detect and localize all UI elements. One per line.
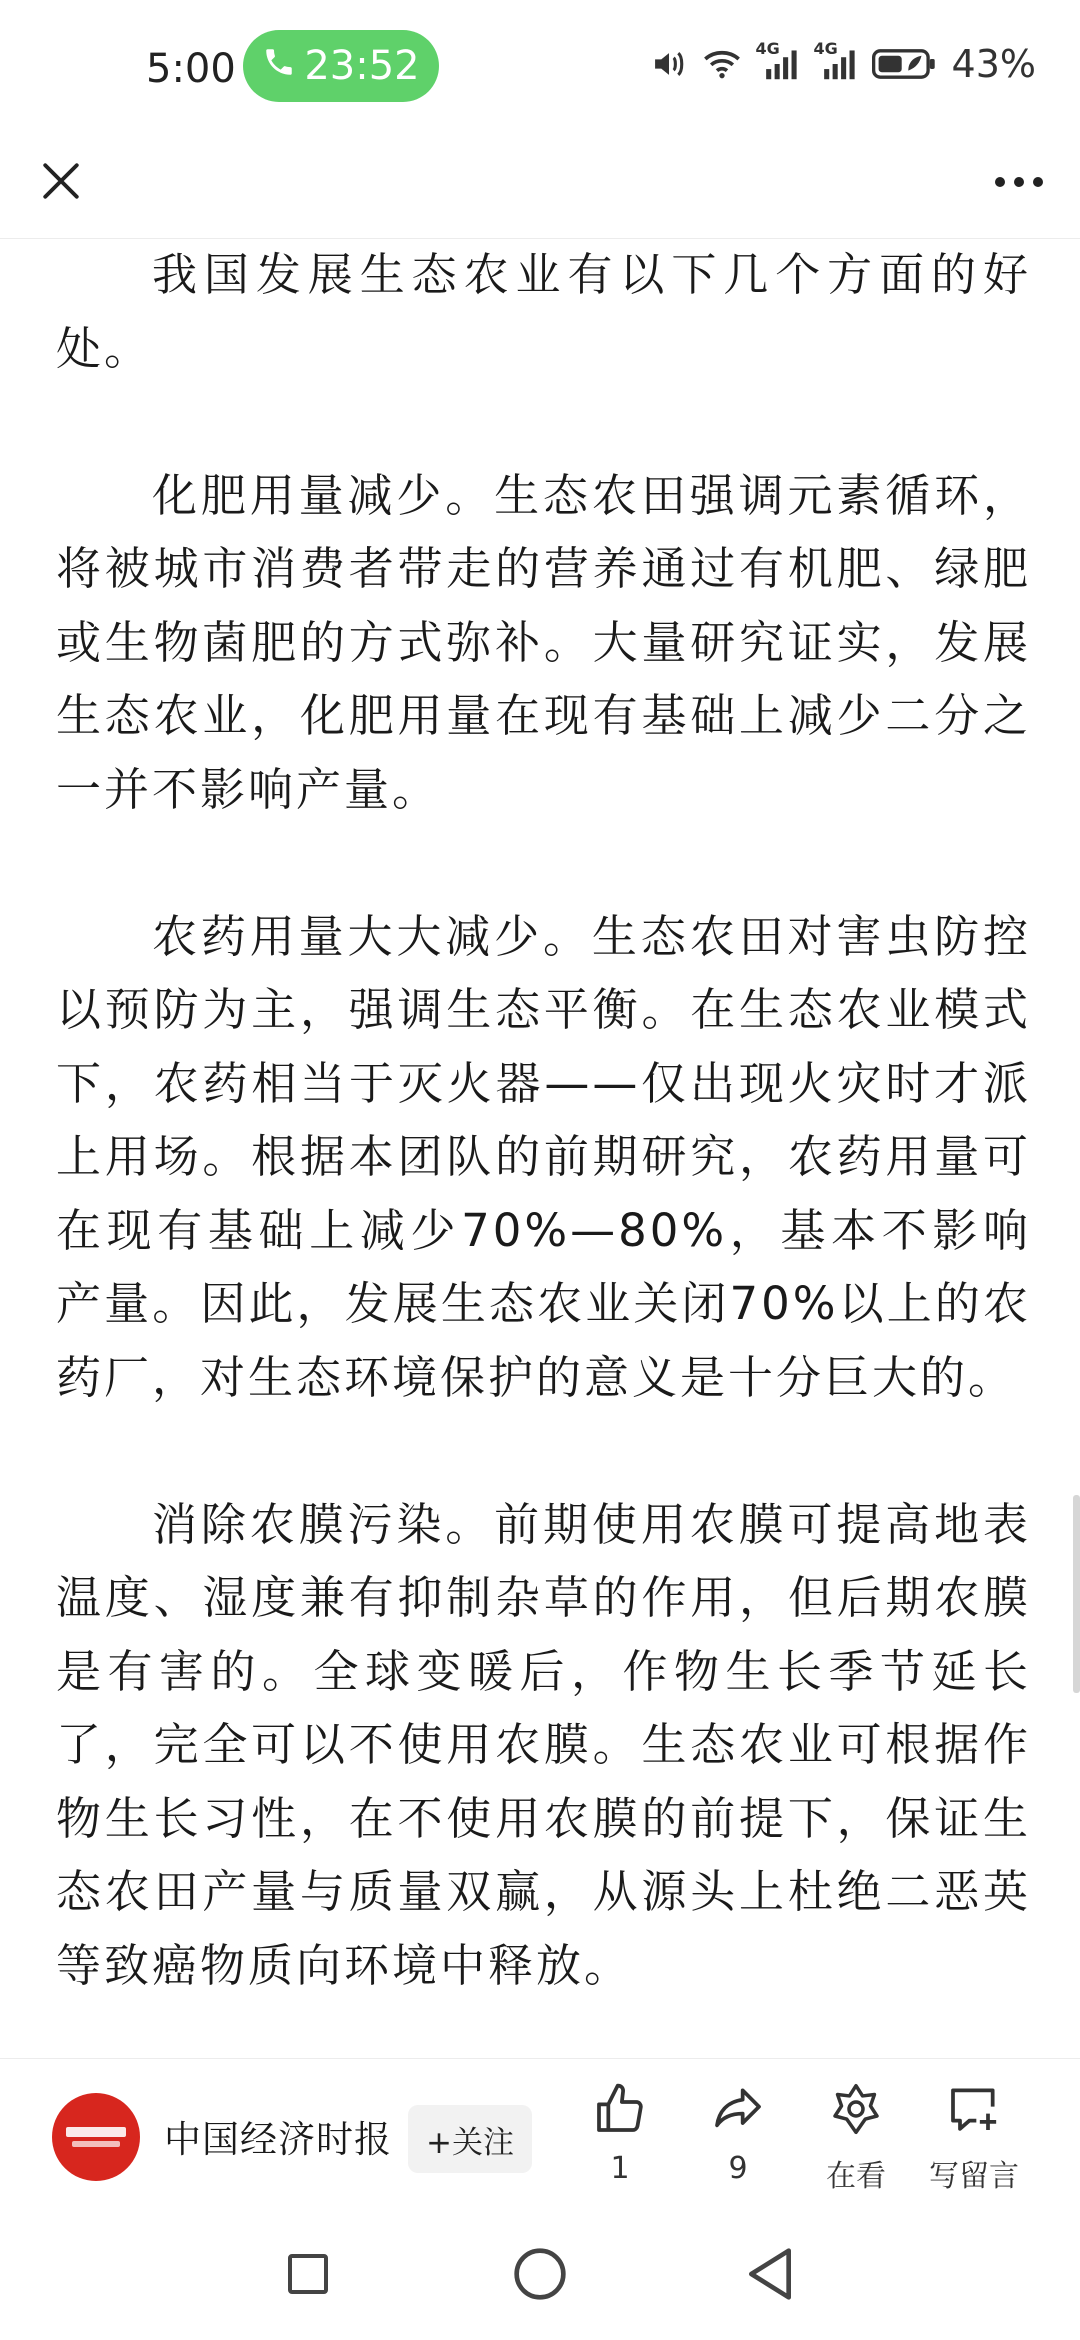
status-icons	[650, 39, 1036, 86]
phone-icon	[262, 43, 296, 89]
square-icon	[284, 2250, 332, 2302]
system-nav-bar	[0, 2218, 1080, 2340]
like-button[interactable]	[565, 2081, 675, 2201]
status-bar	[0, 0, 1080, 130]
like-count: 1	[610, 2151, 630, 2186]
close-button[interactable]	[26, 148, 96, 218]
account-name[interactable]: 中国经济时报	[164, 2118, 392, 2161]
signal-icon-2	[813, 39, 858, 81]
comment-add-icon	[946, 2081, 1002, 2141]
comment-button[interactable]	[919, 2081, 1029, 2201]
watching-label: 在看	[826, 2159, 886, 2194]
home-button[interactable]	[510, 2246, 570, 2306]
bottom-action-bar	[0, 2058, 1080, 2219]
article-paragraph: 农药用量大大减少。生态农田对害虫防控以预防为主，强调生态平衡。在生态农业模式下，农药相当于灭火器——仅出现火灾时才派上用场。根据本团队的前期研究，农药用量可在现有基础上减少70%—80%，基本不影响产量。因此，发展生态农业关闭70%以上的农药厂，对生态环境保护的意义是十分巨大的。	[56, 909, 1031, 1404]
close-icon	[40, 160, 82, 206]
account-avatar[interactable]	[52, 2093, 140, 2181]
article-paragraph: 化肥用量减少。生态农田强调元素循环，将被城市消费者带走的营养通过有机肥、绿肥或生物菌肥的方式弥补。大量研究证实，发展生态农业，化肥用量在现有基础上减少二分之一并不影响产量。	[56, 468, 1031, 816]
more-button[interactable]	[984, 148, 1054, 218]
article-paragraph: 消除农膜污染。前期使用农膜可提高地表温度、湿度兼有抑制杂草的作用，但后期农膜是有害的。全球变暖后，作物生长季节延长了，完全可以不使用农膜。生态农业可根据作物生长习性，在不使用农膜的前提下，保证生态农田产量与质量双赢，从源头上杜绝二恶英等致癌物质向环境中释放。	[56, 1497, 1031, 1992]
signal-icon-1	[755, 39, 800, 81]
share-button[interactable]	[683, 2081, 793, 2201]
watching-button[interactable]	[801, 2081, 911, 2201]
circle-icon	[512, 2246, 568, 2306]
share-count: 9	[728, 2151, 748, 2186]
ongoing-call-pill[interactable]	[243, 30, 439, 102]
call-duration: 23:52	[304, 43, 420, 89]
top-nav	[0, 130, 1080, 239]
flower-icon	[828, 2081, 884, 2141]
comment-label: 写留言	[929, 2159, 1019, 2194]
network-type-2: 4G	[813, 39, 838, 58]
scrollbar-thumb[interactable]	[1073, 1495, 1080, 1693]
battery-icon	[872, 47, 938, 81]
share-icon	[710, 2081, 766, 2141]
more-icon	[993, 174, 1045, 193]
status-time: 5:00	[146, 46, 236, 92]
wifi-icon	[702, 47, 742, 81]
follow-button[interactable]: +关注	[408, 2105, 532, 2173]
article-body[interactable]	[56, 238, 1031, 2056]
network-type-1: 4G	[755, 39, 780, 58]
recent-apps-button[interactable]	[278, 2246, 338, 2306]
volume-icon	[650, 47, 688, 81]
back-button[interactable]	[740, 2246, 800, 2306]
battery-percent: 43%	[951, 42, 1036, 86]
thumbs-up-icon	[592, 2081, 648, 2141]
article-paragraph: 我国发展生态农业有以下几个方面的好处。	[56, 248, 1031, 375]
back-triangle-icon	[744, 2246, 796, 2306]
